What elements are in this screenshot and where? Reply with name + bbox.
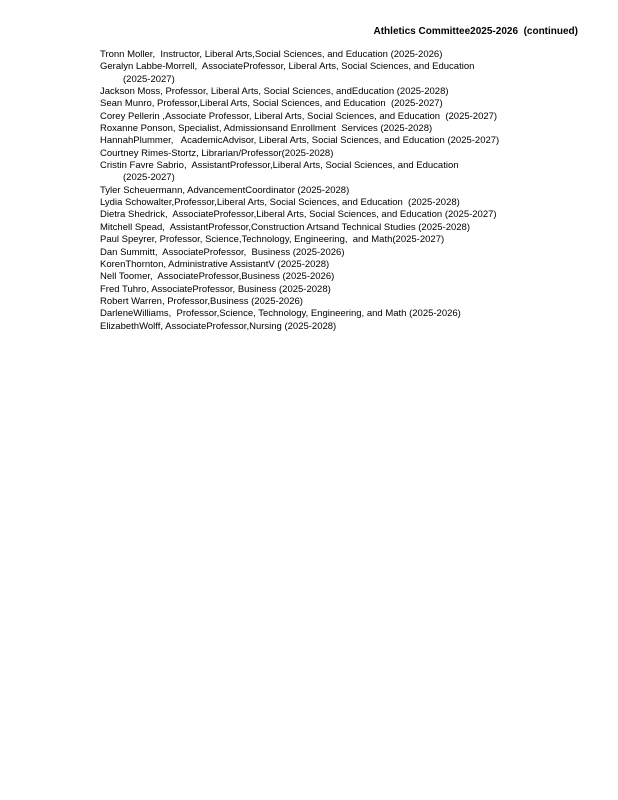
committee-member: Geralyn Labbe-Morrell, AssociateProfessor, Liberal Arts, Social Sciences, and Education (100, 61, 475, 73)
committee-member: Roxanne Ponson, Specialist, Admissionsand Enrollment Services (2025-2028) (100, 123, 433, 135)
committee-member: DarleneWilliams, Professor,Science, Technology, Engineering, and Math (2025-2026) (100, 308, 461, 320)
committee-member: Robert Warren, Professor,Business (2025-2026) (100, 295, 303, 307)
committee-member: Fred Tuhro, AssociateProfessor, Business (2025-2028) (100, 283, 331, 295)
committee-member: Tyler Scheuermann, AdvancementCoordinator (2025-2028) (100, 184, 350, 196)
committee-member-continuation: (2025-2027) (123, 172, 175, 184)
committee-member: Corey Pellerin ,Associate Professor, Liberal Arts, Social Sciences, and Education (2025-2027) (100, 110, 498, 122)
page-title: Athletics Committee2025-2026 (continued) (373, 26, 578, 37)
committee-member: Nell Toomer, AssociateProfessor,Business (2025-2026) (100, 271, 335, 283)
committee-member: Jackson Moss, Professor, Liberal Arts, Social Sciences, andEducation (2025-2028) (100, 86, 449, 98)
committee-member: Dan Summitt, AssociateProfessor, Business (2025-2026) (100, 246, 345, 258)
committee-member: Mitchell Spead, AssistantProfessor,Construction Artsand Technical Studies (2025-2028) (100, 221, 470, 233)
committee-member: KorenThornton, Administrative AssistantV (2025-2028) (100, 258, 330, 270)
committee-member-list (100, 49, 608, 333)
committee-member: HannahPlummer, AcademicAdvisor, Liberal Arts, Social Sciences, and Education (2025-2027) (100, 135, 500, 147)
committee-member: ElizabethWolff, AssociateProfessor,Nursing (2025-2028) (100, 320, 337, 332)
committee-member: Paul Speyrer, Professor, Science,Technology, Engineering, and Math(2025-2027) (100, 234, 445, 246)
committee-member-continuation: (2025-2027) (123, 73, 175, 85)
committee-member: Cristin Favre Sabrio, AssistantProfessor,Liberal Arts, Social Sciences, and Education (100, 160, 459, 172)
committee-member: Courtney Rimes-Stortz, Librarian/Professor(2025-2028) (100, 147, 334, 159)
committee-member: Lydia Schowalter,Professor,Liberal Arts, Social Sciences, and Education (2025-2028) (100, 197, 460, 209)
committee-member: Tronn Moller, Instructor, Liberal Arts,Social Sciences, and Education (2025-2026) (100, 49, 443, 60)
committee-member: Sean Munro, Professor,Liberal Arts, Social Sciences, and Education (2025-2027) (100, 98, 443, 110)
committee-member: Dietra Shedrick, AssociateProfessor,Liberal Arts, Social Sciences, and Education (2025-2027) (100, 209, 497, 221)
